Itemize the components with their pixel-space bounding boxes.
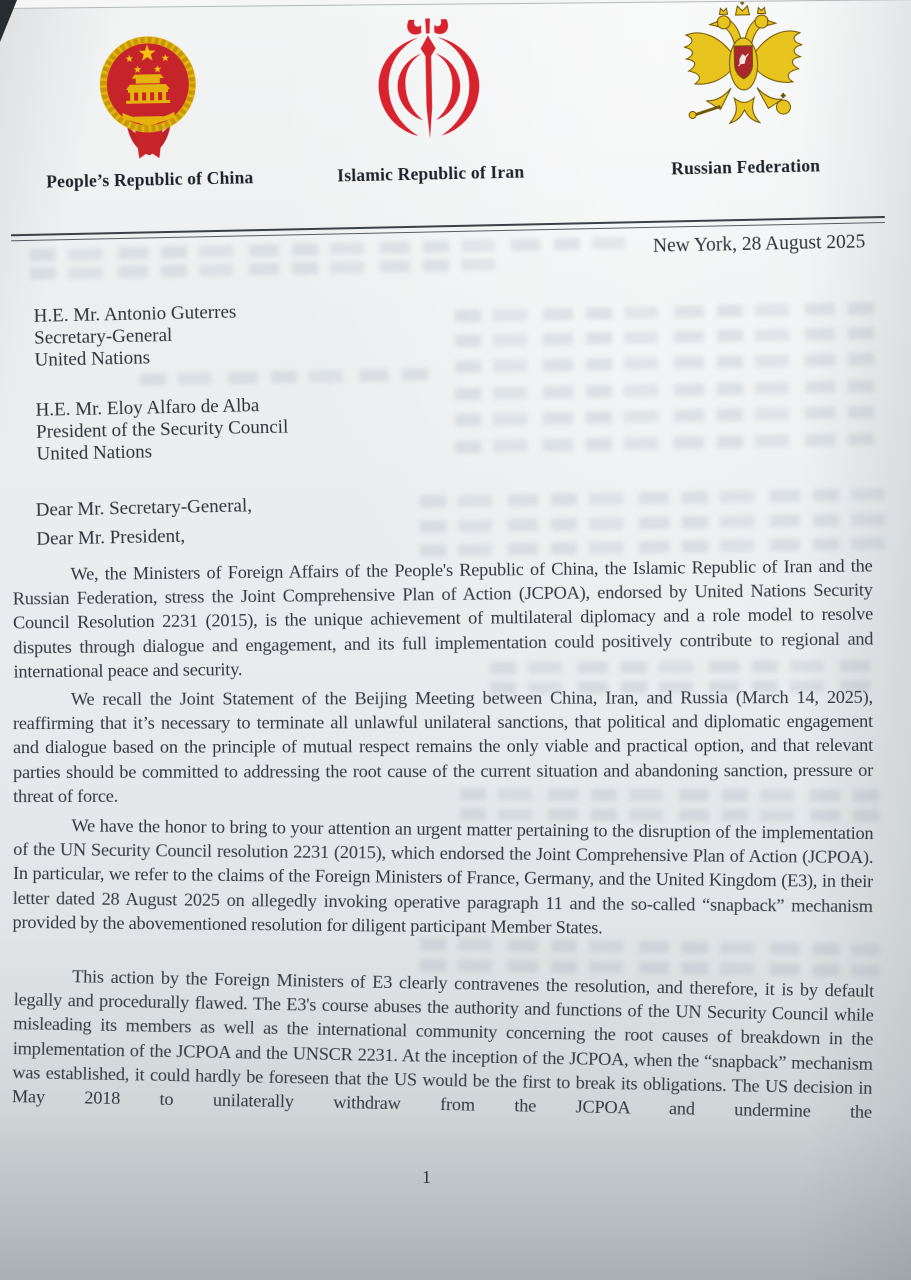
dateline: New York, 28 August 2025 — [652, 231, 866, 257]
addressee-name: H.E. Mr. Antonio Guterres — [33, 301, 237, 327]
iran-national-emblem-icon — [366, 17, 493, 149]
emblem-label-iran: Islamic Republic of Iran — [337, 161, 525, 186]
salutation-line: Dear Mr. Secretary-General, — [35, 495, 253, 521]
addressee-org: United Nations — [34, 347, 151, 371]
addressee-org: United Nations — [36, 441, 153, 465]
body-paragraph-3: We have the honor to bring to your attention an urgent matter pertaining to the disruption of the implementation of the UN Security Council resolution 2231 (2015), which endorsed the Joint Comprehensive Plan of Action (JCPOA). In particular, we refer to the claims of the Foreign Ministers of France, Germany, and the United Kingdom (E3), in their letter dated 28 August 2025 on allegedly invoking operative paragraph 11 and the so-called “snapback” mechanism provided by the abovementioned resolution for diligent participant Member States. — [12, 815, 874, 938]
letterhead-and-opening — [0, 0, 911, 569]
emblem-label-china: People’s Republic of China — [45, 167, 254, 192]
addressee-security-council-president — [35, 395, 289, 466]
salutation — [35, 492, 252, 554]
salutation-line: Dear Mr. President, — [36, 525, 186, 550]
body-paragraph-1: We, the Ministers of Foreign Affairs of the People's Republic of China, the Islamic Republic of Iran and the Russian Federation, stress the Joint Comprehensive Plan of Action (JCPOA), endorsed by United Nations Security Council Resolution 2231 (2015), is the unique achievement of multilateral diplomacy and a role model to resolve disputes through dialogue and engagement, and its full implementation could positively contribute to regional and international peace and security. — [12, 555, 874, 682]
emblem-column-russia — [627, 0, 860, 179]
emblem-column-iran — [312, 0, 545, 186]
addressee-name: H.E. Mr. Eloy Alfaro de Alba — [35, 395, 260, 421]
addressee-secretary-general — [33, 302, 237, 372]
china-national-emblem-icon — [91, 27, 206, 170]
emblem-label-russia: Russian Federation — [671, 155, 821, 179]
emblem-column-china — [31, 4, 264, 192]
addressee-title: President of the Security Council — [35, 416, 289, 443]
body-paragraph-2: We recall the Joint Statement of the Beijing Meeting between China, Iran, and Russia (March 14, 2025), reaffirming that it’s necessary to terminate all unlawful unilateral sanctions, that political and diplomatic engagement and dialogue based on the principle of mutual respect remains the only viable and practical option, and that relevant parties should be committed to addressing the root cause of the current situation and abandoning sanction, pressure or threat of force. — [12, 686, 874, 806]
body-paragraph-4: This action by the Foreign Ministers of E3 clearly contravenes the resolution, and therefore, it is by default legally and procedurally flawed. The E3's course abuses the authority and functions of the UN Security Council while misleading its members as well as the international community concerning the root causes of breakdown in the implementation of the JCPOA and the UNSCR 2231. At the inception of the JCPOA, when the “snapback” mechanism was established, it could hardly be foreseen that the US would be the first to break its obligations. The US decision in May 2018 to unilaterally withdraw from the JCPOA and undermine the — [11, 966, 875, 1122]
russia-national-emblem-icon — [677, 1, 810, 149]
addressee-title: Secretary-General — [33, 324, 173, 349]
page-number: 1 — [422, 1167, 431, 1187]
